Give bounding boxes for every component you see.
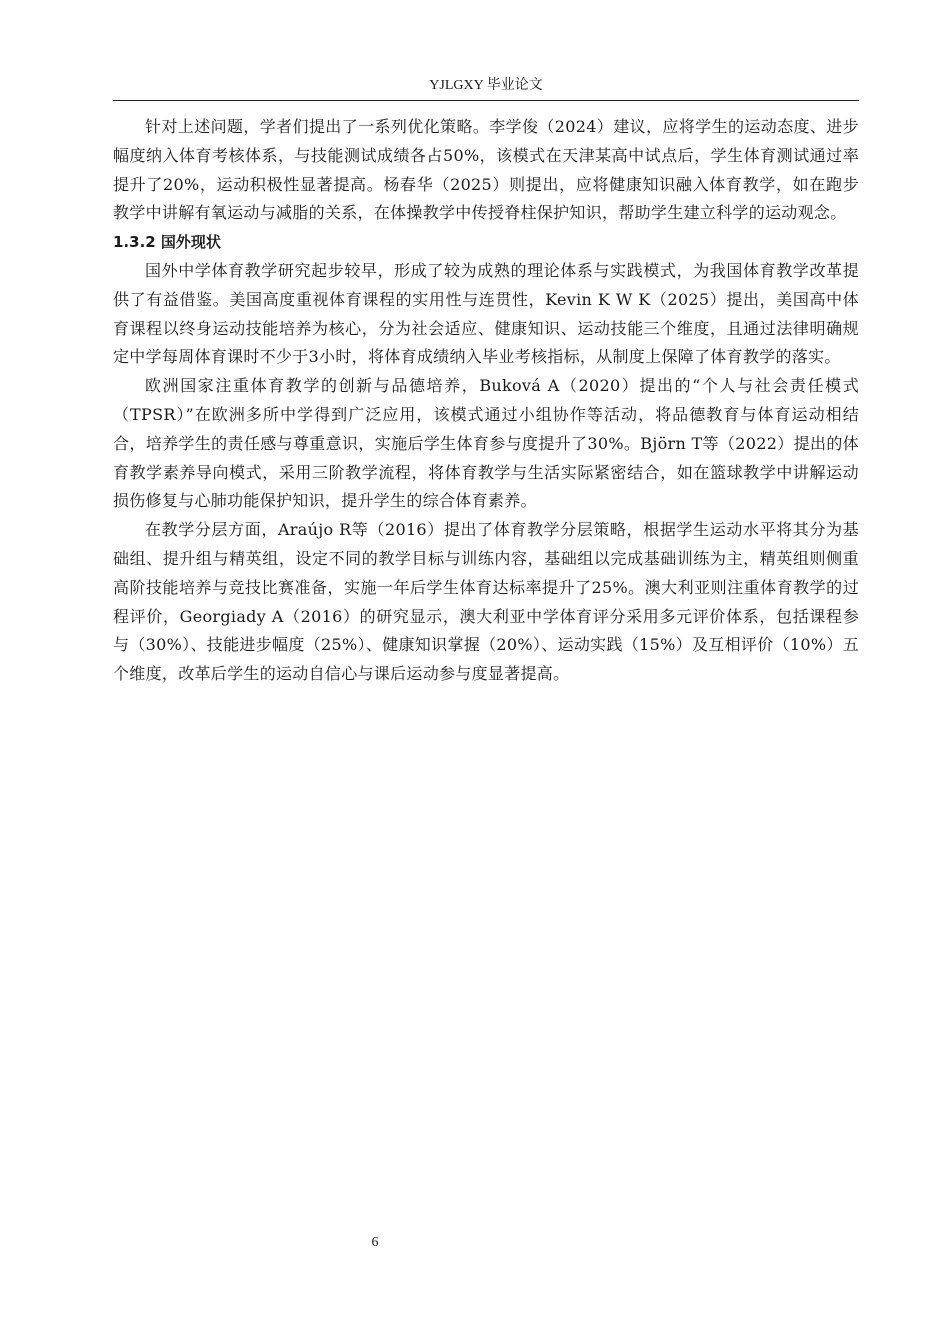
paragraph: 欧洲国家注重体育教学的创新与品德培养，Buková A（2020）提出的“个人与社会责任模式（TPSR）”在欧洲多所中学得到广泛应用，该模式通过小组协作等活动，将品德教育与体育运动相结合，培养学生的责任感与尊重意识，实施后学生体育参与度提升了30%。Björn T等（2022）提出的体育教学素养导向模式，采用三阶教学流程，将体育教学与生活实际紧密结合，如在篮球教学中讲解运动损伤修复与心肺功能保护知识，提升学生的综合体育素养。 <box>113 376 859 511</box>
page-footer <box>0 1233 950 1253</box>
page-header-title: YJLGXY 毕业论文 <box>429 78 543 93</box>
paragraph: 国外中学体育教学研究起步较早，形成了较为成熟的理论体系与实践模式，为我国体育教学改革提供了有益借鉴。美国高度重视体育课程的实用性与连贯性，Kevin K W K（2025）提出，美国高中体育课程以终身运动技能培养为核心，分为社会适应、健康知识、运动技能三个维度，且通过法律明确规定中学每周体育课时不少于3小时，将体育成绩纳入毕业考核指标，从制度上保障了体育教学的落实。 <box>113 260 859 367</box>
document-body <box>113 113 859 689</box>
header-divider <box>113 100 859 101</box>
page-number: 6 <box>371 1235 379 1250</box>
paragraph: 在教学分层方面，Araújo R等（2016）提出了体育教学分层策略，根据学生运动水平将其分为基础组、提升组与精英组，设定不同的教学目标与训练内容，基础组以完成基础训练为主，精英组则侧重高阶技能培养与竞技比赛准备，实施一年后学生体育达标率提升了25%。澳大利亚则注重体育教学的过程评价，Georgiady A（2016）的研究显示，澳大利亚中学体育评分采用多元评价体系，包括课程参与（30%）、技能进步幅度（25%）、健康知识掌握（20%）、运动实践（15%）及互相评价（10%）五个维度，改革后学生的运动自信心与课后运动参与度显著提高。 <box>113 520 859 684</box>
paragraph: 针对上述问题，学者们提出了一系列优化策略。李学俊（2024）建议，应将学生的运动态度、进步幅度纳入体育考核体系，与技能测试成绩各占50%，该模式在天津某高中试点后，学生体育测试通过率提升了20%，运动积极性显著提高。杨春华（2025）则提出，应将健康知识融入体育教学，如在跑步教学中讲解有氧运动与减脂的关系，在体操教学中传授脊柱保护知识，帮助学生建立科学的运动观念。 <box>113 117 859 223</box>
section-heading: 1.3.2 国外现状 <box>113 233 221 252</box>
